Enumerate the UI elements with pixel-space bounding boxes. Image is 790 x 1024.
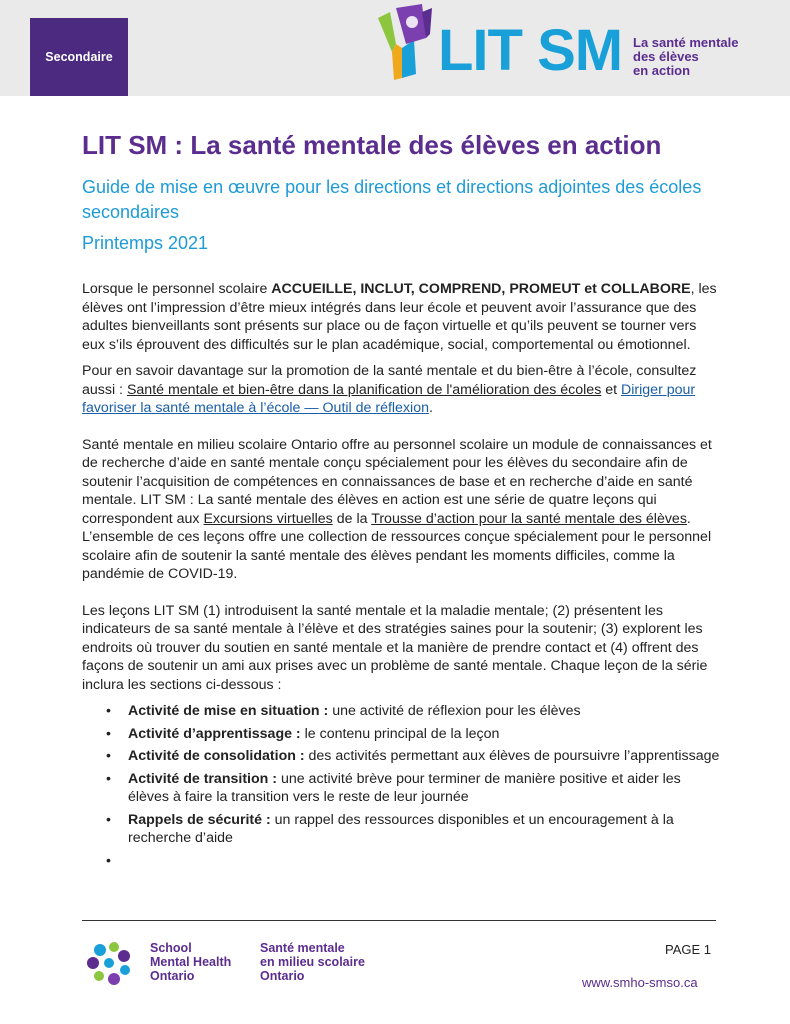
document-date: Printemps 2021	[82, 233, 209, 253]
paragraph-lessons: Les leçons LIT SM (1) introduisent la santé mentale et la maladie mentale; (2) présentent les indicateurs de sa santé mentale à l’élève et des stratégies saines pour la soutenir; (3) explorent les endroits où trouver du soutien en santé mentale et la manière de prendre contact et (4) offrent des façons de soutenir un ami aux prises avec un problème de santé mentale. Chaque leçon de la série inclura les sections ci-dessous :	[82, 602, 708, 693]
logo-wordmark: LIT SM	[438, 18, 623, 83]
key-actions: ACCUEILLE, INCLUT, COMPREND, PROMEUT et COLLABORE	[271, 281, 691, 297]
badge-label: Secondaire	[45, 50, 113, 64]
level-badge	[30, 18, 128, 96]
list-item: • Activité d’apprentissage : le contenu principal de la leçon	[106, 725, 500, 742]
page-number: PAGE 1	[665, 942, 712, 957]
list-item: • Rappels de sécurité : un rappel des ressources disponibles et un encouragement à la recherche d’aide	[106, 811, 674, 846]
sections-list	[82, 702, 722, 870]
footer-org-en: School Mental Health Ontario	[150, 941, 232, 983]
footer-org-fr: Santé mentale en milieu scolaire Ontario	[260, 941, 365, 983]
footer-divider	[82, 920, 716, 921]
list-item: • Activité de transition : une activité brève pour terminer de manière positive et aider les élèves à faire la transition vers le reste de leur journée	[106, 770, 681, 805]
logo-tagline: La santé mentale des élèves en action	[633, 35, 739, 78]
footer-url-link[interactable]: www.smho-smso.ca	[582, 975, 698, 990]
document-title: LIT SM : La santé mentale des élèves en action	[82, 130, 662, 160]
body-content	[82, 280, 722, 874]
list-item-empty: •	[106, 852, 111, 869]
list-item: • Activité de consolidation : des activités permettant aux élèves de poursuivre l’apprentissage	[106, 748, 720, 764]
paragraph-intro: Lorsque le personnel scolaire ACCUEILLE, INCLUT, COMPREND, PROMEUT et COLLABORE, les élèves ont l’impression d’être mieux intégrés dans leur école et peuvent avoir l’assurance que des adultes bienveillants sont présents sur place ou de façon virtuelle et qu’ils peuvent se tourner vers eux s’ils éprouvent des difficultés sur le plan académique, social, comportemental ou émotionnel.	[82, 281, 717, 353]
lit-sm-logo-icon	[372, 4, 434, 84]
paragraph-module: Santé mentale en milieu scolaire Ontario offre au personnel scolaire un module de connaissances et de recherche d’aide en santé mentale conçu spécialement pour les élèves du secondaire afin de soutenir l’acquisition de compétences en connaissances de base et en recherche d’aide en santé mentale. LIT SM : La santé mentale des élèves en action est une série de quatre leçons qui correspondent aux Excursions virtuelles de la Trousse d’action pour la santé mentale des élèves. L’ensemble de ces leçons offre une collection de ressources conçue spécialement pour le personnel scolaire afin de soutenir la santé mentale des élèves pendant les moments difficiles, comme la pandémie de COVID-19.	[82, 436, 712, 582]
paragraph-resources: Pour en savoir davantage sur la promotion de la santé mentale et du bien-être à l’école, consultez aussi : Santé mentale et bien-être dans la planification de l'amélioration des écoles et Diriger pour favoriser la santé mentale à l’école — Outil de réflexion.	[82, 363, 697, 416]
list-item: • Activité de mise en situation : une activité de réflexion pour les élèves	[106, 703, 581, 719]
link-planning[interactable]: Santé mentale et bien-être dans la planification de l'amélioration des écoles	[126, 381, 602, 398]
link-virtual-excursions[interactable]: Excursions virtuelles	[203, 510, 333, 527]
link-reflection-tool[interactable]: Diriger pour favoriser la santé mentale à l’école — Outil de réflexion	[82, 381, 696, 416]
smho-logo-icon	[84, 938, 134, 988]
link-action-kit[interactable]: Trousse d’action pour la santé mentale des élèves	[371, 510, 687, 527]
document-subtitle: Guide de mise en œuvre pour les directions et directions adjointes des écoles secondaires	[82, 177, 702, 222]
